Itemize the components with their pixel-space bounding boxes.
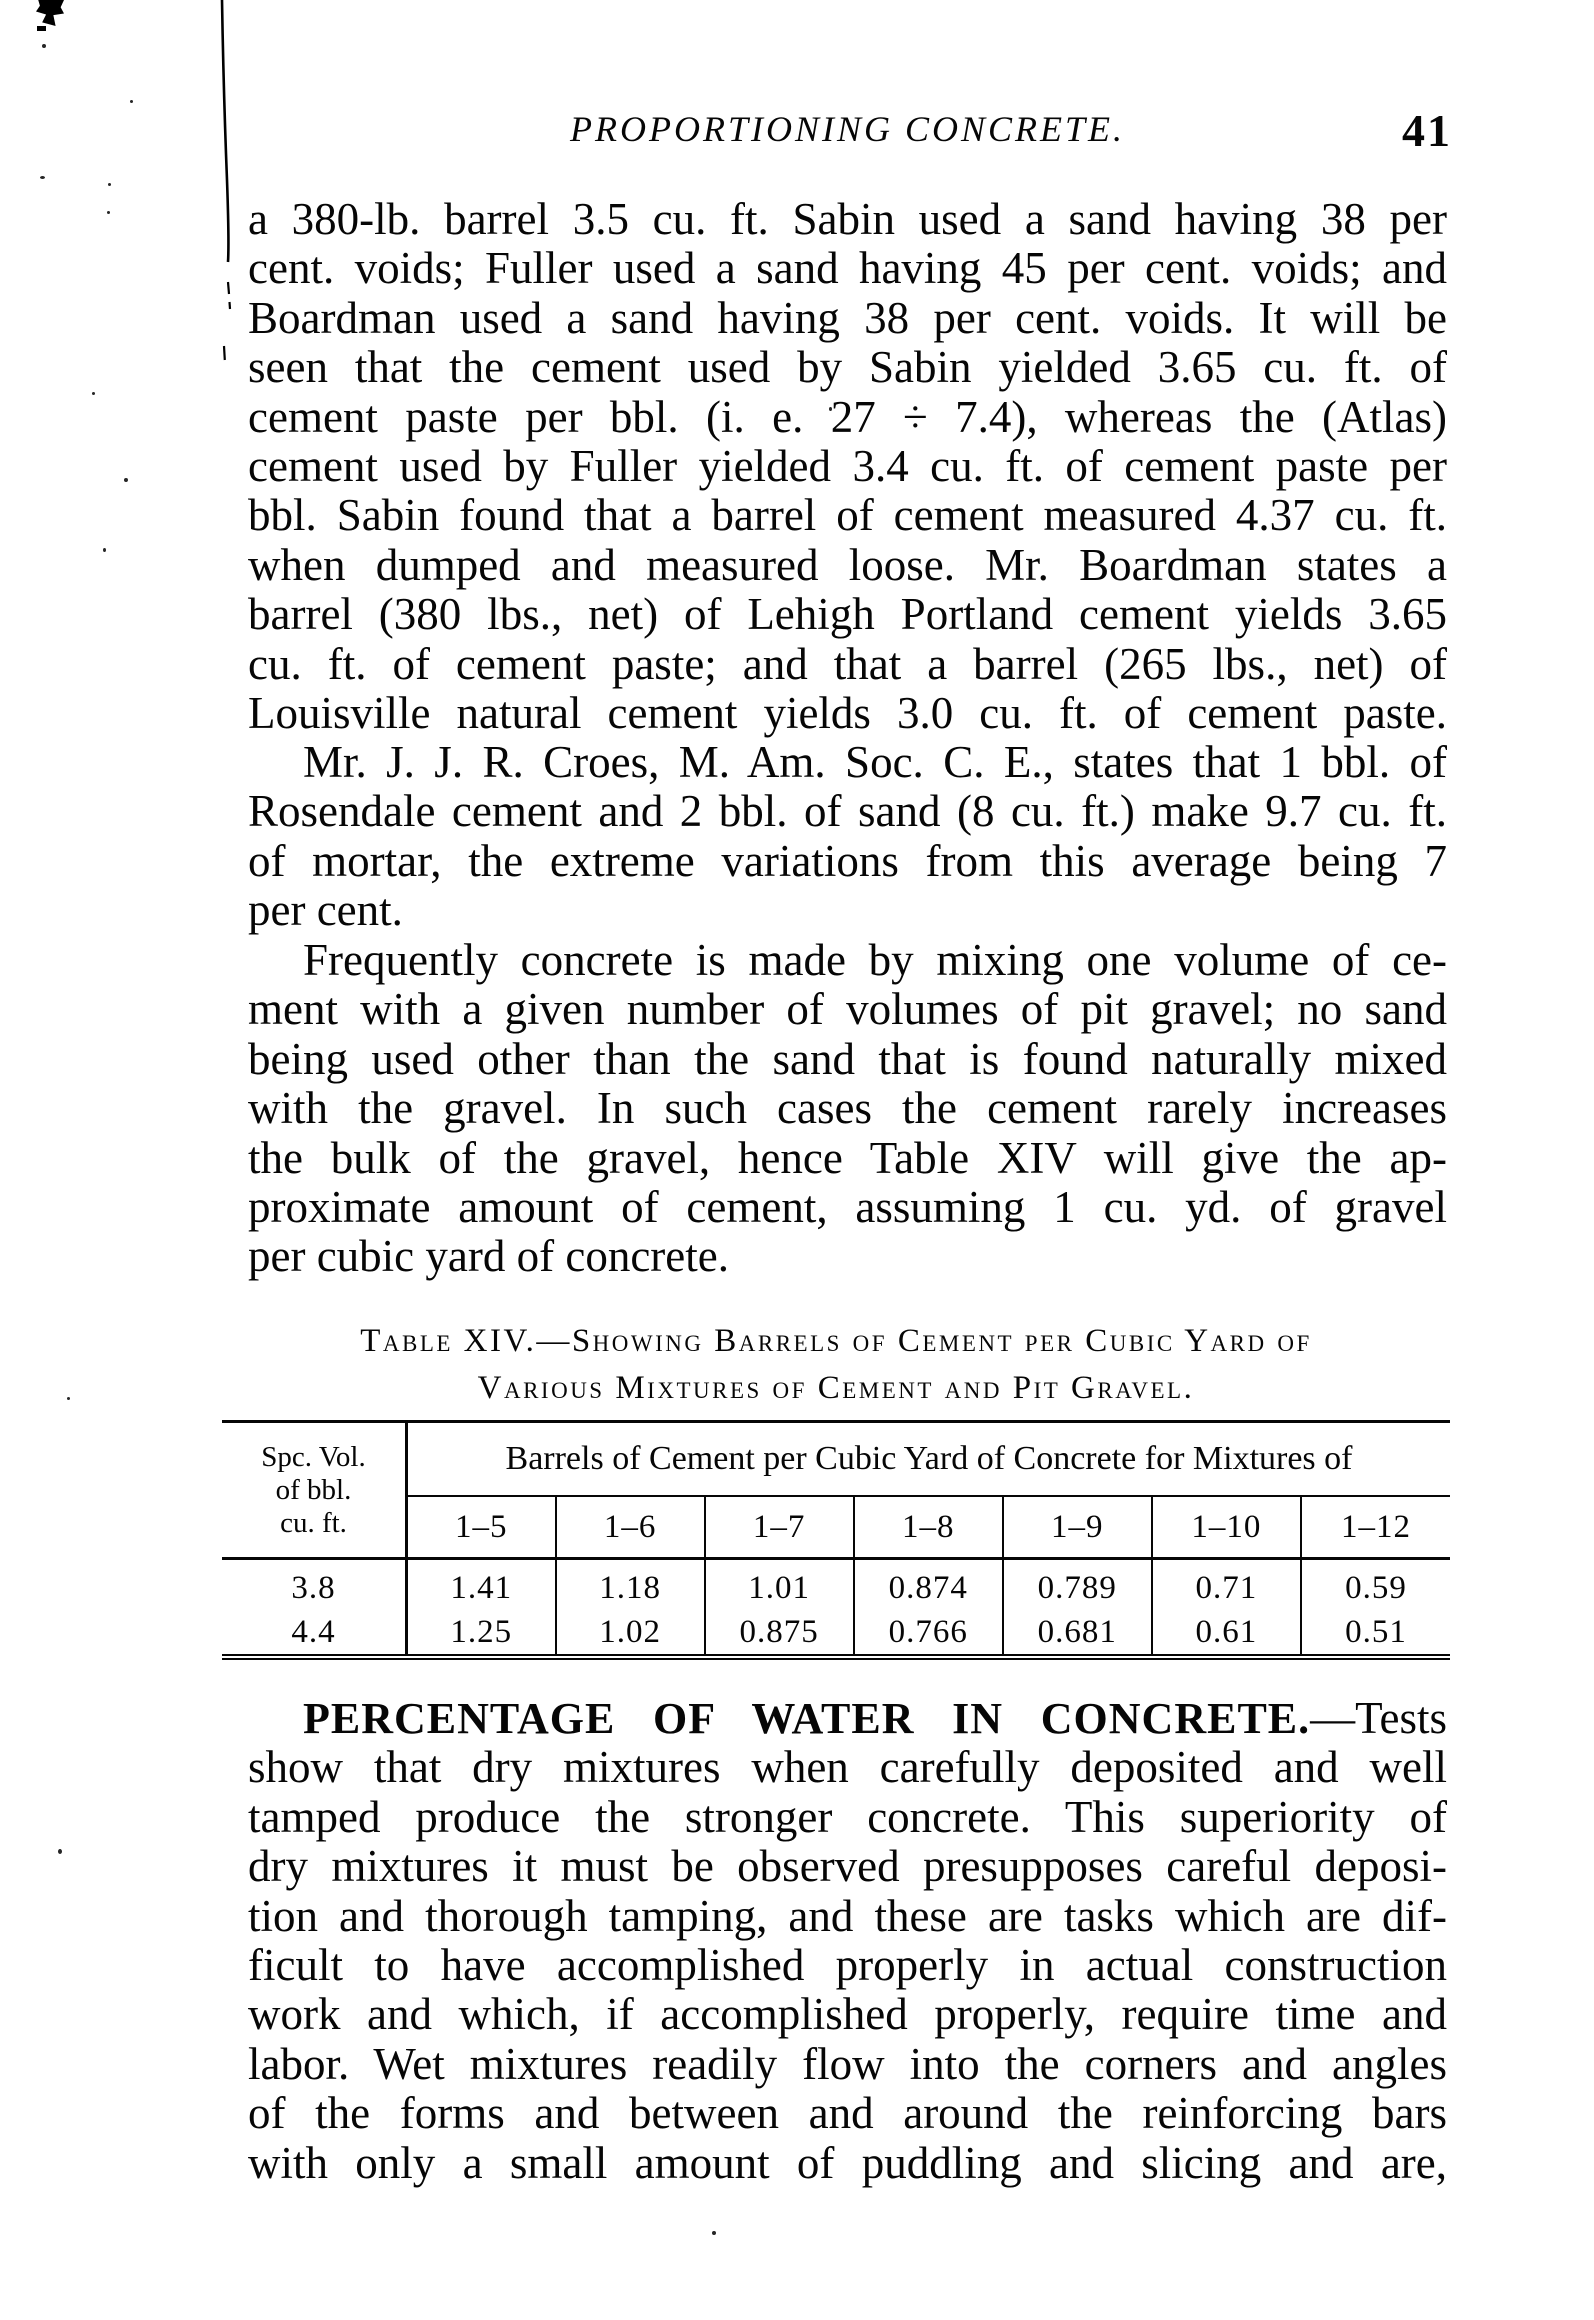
text-line: Rosendale cement and 2 bbl. of sand (8 cu. ft.) make 9.7 cu. ft. [248,787,1447,837]
table-cell: 1.25 [450,1613,513,1650]
mix-ratio-header: 1–8 [854,1496,1003,1559]
table-cell: 0.61 [1152,1610,1301,1657]
text-line: cent. voids; Fuller used a sand having 45 per cent. voids; and [248,244,1447,294]
paragraph-2 [248,738,1447,936]
ink-blob-artifact [36,0,64,26]
table-cell: 0.71 [1152,1559,1301,1611]
scan-speck [130,100,133,103]
text-line: Boardman used a sand having 38 per cent. voids. It will be [248,293,1447,343]
mix-ratio-header: 1–9 [1003,1496,1152,1559]
scan-speck [92,392,95,395]
scan-speck [58,1849,62,1854]
text-line: per cubic yard of concrete. [248,1232,729,1282]
table-caption-line-2: Various Mixtures of Cement and Pit Gravel. [477,1370,1195,1406]
text-line: per cent. [248,886,403,936]
text-line: ment with a given number of volumes of pit gravel; no sand [248,985,1447,1035]
page-number: 41 [1402,105,1452,156]
mix-ratio-header: 1–5 [407,1496,556,1559]
table-caption [222,1318,1450,1412]
text-line: ficult to have accomplished properly in actual construction [248,1940,1447,1990]
mix-ratio-header-row [222,1496,1450,1559]
table-cell: 0.874 [854,1559,1003,1611]
mix-ratio-header: 1–7 [705,1496,854,1559]
running-title: PROPORTIONING CONCRETE. [570,109,1125,149]
text-line: when dumped and measured loose. Mr. Boardman states a [248,540,1447,590]
table-cell: 0.875 [705,1610,854,1657]
text-line: Louisville natural cement yields 3.0 cu. ft. of cement paste. [248,688,1447,738]
text-line: seen that the cement used by Sabin yielded 3.65 cu. ft. of [248,343,1447,393]
scan-speck [42,44,46,48]
scan-speck [107,211,110,214]
ink-blob-artifact [37,26,46,31]
text-line: proximate amount of cement, assuming 1 cu. yd. of gravel [248,1182,1447,1232]
text-line: tion and thorough tamping, and these are tasks which are dif- [248,1891,1447,1941]
text-line: dry mixtures it must be observed presupposes careful deposi- [248,1842,1447,1892]
text-line: Mr. J. J. R. Croes, M. Am. Soc. C. E., states that 1 bbl. of [303,738,1447,787]
text-line: with only a small amount of puddling and slicing and are, [248,2138,1447,2188]
table-cell: 1.02 [556,1610,705,1657]
spc-vol-header-line: of bbl. [275,1473,352,1506]
table-row [222,1559,1450,1611]
running-header [248,108,1447,150]
table-cell: 0.789 [1003,1559,1152,1611]
text-line: work and which, if accomplished properly, require time and [248,1990,1447,2040]
spc-vol-header [222,1422,407,1559]
table-cell: 1.41 [450,1569,513,1606]
table-span-header: Barrels of Cement per Cubic Yard of Concrete for Mixtures of [407,1422,1451,1497]
mix-ratio-header: 1–12 [1301,1496,1450,1559]
text-line: a 380-lb. barrel 3.5 cu. ft. Sabin used a sand having 38 per [248,195,1447,244]
scan-line-artifact [215,0,239,370]
text-line: cement paste per bbl. (i. e. 27 ÷ 7.4), whereas the (Atlas) [248,392,1447,442]
text-line: being used other than the sand that is found naturally mixed [248,1034,1447,1084]
text-line: cu. ft. of cement paste; and that a barrel (265 lbs., net) of [248,639,1447,689]
text-line: Frequently concrete is made by mixing one volume of ce- [303,936,1447,985]
scan-speck [108,183,111,186]
section-body [248,1743,1447,2188]
spc-vol-value: 4.4 [222,1610,407,1657]
section-heading: PERCENTAGE OF WATER IN CONCRETE. [303,1694,1311,1743]
table-row [222,1610,1450,1657]
spc-vol-value: 3.8 [222,1559,407,1611]
text-line: of mortar, the extreme variations from this average being 7 [248,836,1447,886]
table-xiv [222,1420,1450,1660]
table-cell: 0.766 [854,1610,1003,1657]
table-caption-line-1: Table XIV.—Showing Barrels of Cement per Cubic Yard of [360,1323,1312,1359]
text-line: tamped produce the stronger concrete. This superiority of [248,1792,1447,1842]
text-line: the bulk of the gravel, hence Table XIV will give the ap- [248,1133,1447,1183]
text-line: with the gravel. In such cases the cement rarely increases [248,1084,1447,1134]
mix-ratio-header: 1–6 [556,1496,705,1559]
text-line: labor. Wet mixtures readily flow into the corners and angles [248,2039,1447,2089]
scan-speck [103,548,106,552]
spc-vol-header-line: Spc. Vol. [261,1440,366,1473]
scan-speck [40,176,45,179]
section-water-in-concrete [248,1694,1447,2188]
scan-speck [67,1397,70,1400]
table-cell: 0.681 [1003,1610,1152,1657]
table-cell: 0.51 [1301,1610,1450,1657]
section-heading-suffix: —Tests [1310,1694,1447,1743]
text-line: of the forms and between and around the reinforcing bars [248,2089,1447,2139]
table-cell: 0.59 [1301,1559,1450,1611]
paragraph-3 [248,936,1447,1282]
text-line: bbl. Sabin found that a barrel of cement measured 4.37 cu. ft. [248,491,1447,541]
section-heading-line [248,1694,1447,1743]
scan-speck [712,2231,716,2235]
scan-speck [124,478,128,482]
table-header-row [222,1422,1450,1497]
text-line: barrel (380 lbs., net) of Lehigh Portland cement yields 3.65 [248,590,1447,640]
table-cell: 1.01 [705,1559,854,1611]
text-line: cement used by Fuller yielded 3.4 cu. ft. of cement paste per [248,441,1447,491]
paragraph-1 [248,195,1447,738]
spc-vol-header-line: cu. ft. [280,1506,347,1539]
text-line: show that dry mixtures when carefully deposited and well [248,1743,1447,1793]
table-cell: 1.18 [556,1559,705,1611]
mix-ratio-header: 1–10 [1152,1496,1301,1559]
